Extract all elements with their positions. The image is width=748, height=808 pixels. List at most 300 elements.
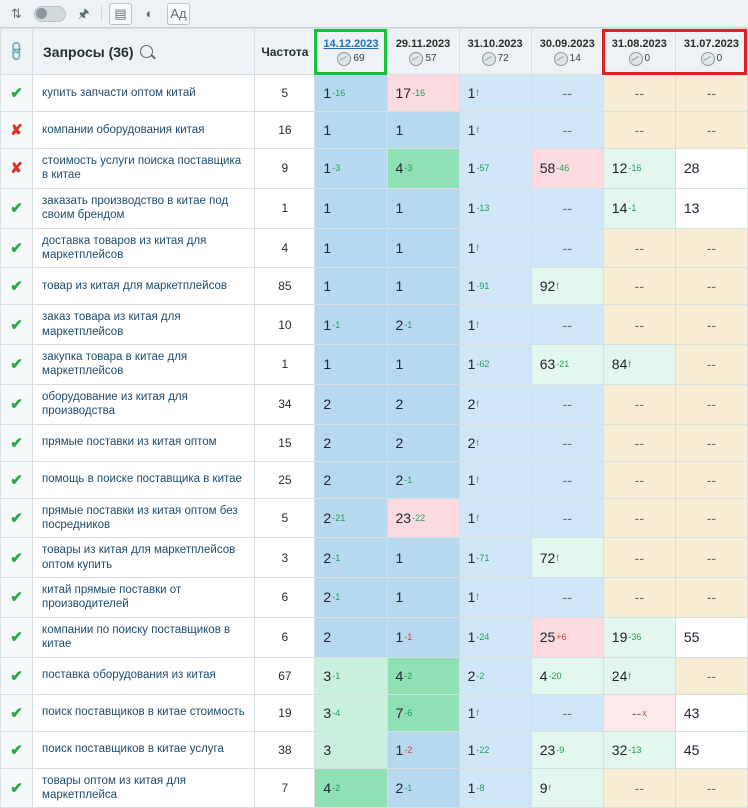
position-value-box [460, 618, 531, 657]
position-cell[interactable] [387, 345, 459, 385]
check-icon: ✔ [10, 316, 23, 334]
position-cell[interactable] [675, 112, 747, 149]
header-date-5[interactable] [675, 29, 747, 75]
row-status-cell[interactable] [1, 149, 33, 189]
position-cell[interactable] [387, 731, 459, 768]
position-value: -- [706, 471, 717, 488]
contrast-icon[interactable]: ◐ [145, 6, 154, 21]
position-cell[interactable] [315, 149, 387, 189]
position-value-box [604, 695, 675, 731]
query-cell[interactable]: заказать производство в китае под своим брендом [33, 188, 255, 228]
position-delta: -2 [404, 744, 413, 755]
position-value-box [315, 305, 386, 344]
position-value-box [388, 732, 459, 768]
position-value: 1 [467, 589, 476, 606]
position-cell[interactable] [387, 149, 459, 189]
check-icon: ✔ [10, 589, 23, 607]
position-cell[interactable] [675, 657, 747, 694]
row-status-cell[interactable] [1, 305, 33, 345]
position-delta: f [556, 281, 559, 292]
position-cell[interactable] [459, 268, 531, 305]
position-value-box [604, 462, 675, 498]
position-cell[interactable] [315, 305, 387, 345]
date-label[interactable]: 29.11.2023 [395, 37, 451, 50]
position-cell[interactable] [459, 188, 531, 228]
position-value: 2 [467, 434, 476, 451]
position-cell[interactable] [315, 228, 387, 268]
position-cell[interactable] [315, 578, 387, 618]
frequency-cell: 38 [255, 731, 315, 768]
query-cell[interactable]: товары оптом из китая для маркетплейса [33, 768, 255, 808]
position-cell[interactable] [531, 345, 603, 385]
table-row[interactable] [1, 149, 748, 189]
position-cell[interactable] [675, 384, 747, 424]
table-header-row [1, 29, 748, 75]
position-cell[interactable] [459, 461, 531, 498]
table-row[interactable] [1, 461, 748, 498]
position-delta: -1 [404, 632, 413, 643]
position-cell[interactable] [531, 731, 603, 768]
date-label[interactable]: 14.12.2023 [323, 37, 379, 50]
query-cell[interactable]: доставка товаров из китая для маркетплейсов [33, 228, 255, 268]
position-cell[interactable] [603, 424, 675, 461]
query-cell[interactable]: оборудование из китая для производства [33, 384, 255, 424]
position-cell[interactable] [603, 75, 675, 112]
position-delta: f [476, 399, 479, 410]
query-cell[interactable]: поиск поставщиков в китае стоимость [33, 694, 255, 731]
position-value: 2 [395, 471, 404, 488]
position-cell[interactable] [531, 768, 603, 808]
row-status-cell[interactable] [1, 424, 33, 461]
position-cell[interactable] [675, 75, 747, 112]
row-status-cell[interactable] [1, 345, 33, 385]
position-cell[interactable] [459, 424, 531, 461]
position-cell[interactable] [459, 731, 531, 768]
position-cell[interactable] [675, 188, 747, 228]
search-icon[interactable] [140, 45, 153, 58]
position-cell[interactable] [603, 384, 675, 424]
position-cell[interactable] [531, 305, 603, 345]
position-cell[interactable] [459, 149, 531, 189]
position-value: 43 [683, 704, 700, 721]
position-delta: -2 [476, 670, 485, 681]
position-delta: -3 [404, 163, 413, 174]
position-cell[interactable] [603, 768, 675, 808]
query-cell[interactable]: китай прямые поставки от производителей [33, 578, 255, 618]
position-value-box [532, 112, 603, 148]
position-value-box [676, 695, 747, 731]
link-icon[interactable]: 🖈 [77, 6, 90, 21]
position-value-box [532, 229, 603, 268]
position-cell[interactable] [675, 731, 747, 768]
position-delta: -13 [476, 203, 490, 214]
position-value-box [460, 112, 531, 148]
header-queries[interactable] [33, 29, 255, 75]
row-status-cell[interactable] [1, 731, 33, 768]
date-label[interactable]: 31.07.2023 [683, 37, 739, 50]
position-value: -- [634, 434, 644, 451]
position-value: 4 [395, 160, 404, 177]
position-cell[interactable] [603, 617, 675, 657]
position-cell[interactable] [531, 461, 603, 498]
frequency-cell: 1 [255, 345, 315, 385]
position-cell[interactable] [603, 268, 675, 305]
position-cell[interactable] [387, 768, 459, 808]
row-status-cell[interactable] [1, 268, 33, 305]
header-date-3[interactable] [531, 29, 603, 75]
position-value: 1 [467, 779, 476, 796]
position-cell[interactable] [387, 498, 459, 538]
position-cell[interactable] [315, 657, 387, 694]
query-cell[interactable]: поставка оборудования из китая [33, 657, 255, 694]
position-cell[interactable] [387, 424, 459, 461]
position-cell[interactable] [315, 617, 387, 657]
date-label[interactable]: 31.10.2023 [467, 37, 523, 50]
row-status-cell[interactable] [1, 228, 33, 268]
position-cell[interactable] [387, 461, 459, 498]
position-cell[interactable] [675, 228, 747, 268]
position-value-box [315, 75, 386, 111]
cross-icon: ✘ [10, 160, 23, 178]
frequency-cell: 34 [255, 384, 315, 424]
position-value: -- [562, 704, 572, 721]
position-value-box [315, 658, 386, 694]
position-value: 1 [467, 356, 476, 373]
position-value: -- [706, 316, 717, 333]
position-cell[interactable] [387, 75, 459, 112]
header-frequency[interactable] [255, 29, 315, 75]
frequency-cell: 67 [255, 657, 315, 694]
position-cell[interactable] [531, 578, 603, 618]
position-cell[interactable] [315, 75, 387, 112]
position-cell[interactable] [675, 538, 747, 578]
position-value-box [388, 769, 459, 808]
position-value: 45 [683, 741, 700, 758]
table-row[interactable] [1, 538, 748, 578]
font-icon[interactable]: Aд [167, 3, 190, 25]
position-cell[interactable] [315, 768, 387, 808]
position-cell[interactable] [675, 498, 747, 538]
position-cell[interactable] [531, 498, 603, 538]
position-value-box [604, 618, 675, 657]
position-cell[interactable] [531, 149, 603, 189]
header-date-4[interactable] [603, 29, 675, 75]
position-value: 1 [467, 704, 476, 721]
table-row[interactable] [1, 617, 748, 657]
position-cell[interactable] [603, 731, 675, 768]
position-delta: -1 [628, 203, 637, 214]
row-status-cell[interactable] [1, 498, 33, 538]
position-value: 1 [395, 200, 404, 217]
position-delta: x [642, 707, 647, 718]
position-cell[interactable] [603, 657, 675, 694]
position-cell[interactable] [531, 75, 603, 112]
position-cell[interactable] [675, 694, 747, 731]
position-cell[interactable] [387, 538, 459, 578]
position-delta: -1 [332, 552, 341, 563]
position-value-box [676, 305, 747, 344]
position-value-box [460, 695, 531, 731]
position-delta: -20 [548, 670, 562, 681]
sort-icon[interactable]: ⇅ [11, 6, 22, 21]
position-value: 1 [323, 200, 332, 217]
position-cell[interactable] [531, 112, 603, 149]
position-value: 84 [611, 356, 628, 373]
position-cell[interactable] [603, 345, 675, 385]
query-cell[interactable]: компании по поиску поставщиков в китае [33, 617, 255, 657]
position-cell[interactable] [387, 268, 459, 305]
position-cell[interactable] [603, 112, 675, 149]
position-value: 2 [395, 434, 404, 451]
position-cell[interactable] [315, 694, 387, 731]
position-cell[interactable] [459, 384, 531, 424]
position-cell[interactable] [315, 268, 387, 305]
position-delta: f [476, 512, 479, 523]
row-status-cell[interactable] [1, 617, 33, 657]
table-row[interactable] [1, 694, 748, 731]
position-cell[interactable] [459, 498, 531, 538]
position-value: -- [634, 239, 644, 256]
position-delta: -22 [412, 512, 426, 523]
row-status-cell[interactable] [1, 112, 33, 149]
position-cell[interactable] [459, 345, 531, 385]
position-cell[interactable] [675, 461, 747, 498]
position-cell[interactable] [531, 188, 603, 228]
position-value: 1 [323, 85, 332, 101]
position-cell[interactable] [315, 188, 387, 228]
position-value: 1 [467, 200, 476, 217]
position-cell[interactable] [315, 461, 387, 498]
position-value-box [676, 538, 747, 577]
position-value: 55 [683, 629, 700, 646]
position-value-box [460, 345, 531, 384]
query-cell[interactable]: товар из китая для маркетплейсов [33, 268, 255, 305]
position-cell[interactable] [387, 188, 459, 228]
position-cell[interactable] [315, 345, 387, 385]
position-cell[interactable] [531, 228, 603, 268]
position-value: -- [562, 122, 572, 138]
row-status-cell[interactable] [1, 578, 33, 618]
position-delta: -1 [332, 592, 341, 603]
table-row[interactable] [1, 731, 748, 768]
position-cell[interactable] [531, 268, 603, 305]
position-cell[interactable] [675, 345, 747, 385]
position-value: -- [706, 85, 717, 101]
position-cell[interactable] [315, 498, 387, 538]
position-value: 1 [467, 85, 476, 101]
position-cell[interactable] [603, 228, 675, 268]
position-value: -- [634, 471, 644, 488]
table-row[interactable] [1, 188, 748, 228]
position-value: 1 [395, 122, 404, 138]
check-icon: ✔ [10, 200, 23, 218]
position-cell[interactable] [603, 461, 675, 498]
position-value-box [532, 189, 603, 228]
position-cell[interactable] [675, 305, 747, 345]
table-row[interactable] [1, 268, 748, 305]
position-cell[interactable] [387, 384, 459, 424]
position-cell[interactable] [603, 149, 675, 189]
position-value: 1 [467, 239, 476, 256]
position-delta: f [628, 670, 631, 681]
position-value: 7 [395, 704, 404, 721]
position-cell[interactable] [603, 498, 675, 538]
position-value-box [460, 499, 531, 538]
position-cell[interactable] [459, 75, 531, 112]
position-value: 1 [467, 316, 476, 333]
position-delta: -16 [332, 88, 346, 98]
frequency-cell: 1 [255, 188, 315, 228]
position-cell[interactable] [315, 538, 387, 578]
position-cell[interactable] [531, 384, 603, 424]
position-value-box [676, 229, 747, 268]
position-cell[interactable] [459, 112, 531, 149]
query-cell[interactable]: купить запчасти оптом китай [33, 75, 255, 112]
position-value-box [676, 618, 747, 657]
table-row[interactable] [1, 228, 748, 268]
position-cell[interactable] [603, 538, 675, 578]
check-icon: ✔ [10, 509, 23, 527]
position-cell[interactable] [603, 694, 675, 731]
position-cell[interactable] [459, 694, 531, 731]
position-cell[interactable] [387, 617, 459, 657]
position-value-box [315, 425, 386, 461]
toolbar [0, 0, 748, 28]
position-cell[interactable] [675, 578, 747, 618]
position-value: 2 [323, 396, 332, 413]
position-cell[interactable] [531, 657, 603, 694]
position-cell[interactable] [459, 768, 531, 808]
position-cell[interactable] [603, 305, 675, 345]
position-value-box [532, 75, 603, 111]
position-cell[interactable] [459, 305, 531, 345]
table-row[interactable] [1, 75, 748, 112]
table-row[interactable] [1, 424, 748, 461]
table-row[interactable] [1, 498, 748, 538]
position-value-box [676, 462, 747, 498]
row-status-cell[interactable] [1, 657, 33, 694]
position-cell[interactable] [459, 228, 531, 268]
table-row[interactable] [1, 768, 748, 808]
position-delta: -6 [404, 707, 413, 718]
position-value: 4 [395, 667, 404, 684]
table-row[interactable] [1, 112, 748, 149]
link-icon: 🔗 [4, 39, 28, 63]
table-row[interactable] [1, 384, 748, 424]
position-cell[interactable] [315, 424, 387, 461]
coin-icon [629, 52, 643, 66]
position-cell[interactable] [675, 768, 747, 808]
position-value-box [315, 578, 386, 617]
position-value-box [388, 618, 459, 657]
position-cell[interactable] [459, 617, 531, 657]
position-delta: f [476, 319, 479, 330]
query-cell[interactable]: закупка товара в китае для маркетплейсов [33, 345, 255, 385]
header-link-column[interactable] [1, 29, 33, 75]
query-cell[interactable]: заказ товара из китая для маркетплейсов [33, 305, 255, 345]
row-status-cell[interactable] [1, 384, 33, 424]
position-cell[interactable] [387, 694, 459, 731]
position-value-box [604, 305, 675, 344]
table-row[interactable] [1, 305, 748, 345]
position-value-box [676, 658, 747, 694]
query-cell[interactable]: компании оборудования китая [33, 112, 255, 149]
position-cell[interactable] [459, 657, 531, 694]
date-label[interactable]: 30.09.2023 [539, 37, 595, 50]
query-cell[interactable]: прямые поставки из китая оптом [33, 424, 255, 461]
position-cell[interactable] [387, 228, 459, 268]
position-cell[interactable] [675, 617, 747, 657]
position-cell[interactable] [531, 538, 603, 578]
coin-icon [554, 52, 568, 66]
position-value-box [532, 658, 603, 694]
row-status-cell[interactable] [1, 188, 33, 228]
row-status-cell[interactable] [1, 538, 33, 578]
date-label[interactable]: 31.08.2023 [611, 37, 667, 50]
position-value-box [676, 75, 747, 111]
position-delta: f [476, 437, 479, 448]
position-cell[interactable] [459, 538, 531, 578]
position-cell[interactable] [459, 578, 531, 618]
position-cell[interactable] [603, 578, 675, 618]
position-value: 3 [323, 667, 332, 684]
position-cell[interactable] [387, 578, 459, 618]
header-date-1[interactable] [387, 29, 459, 75]
position-cell[interactable] [315, 112, 387, 149]
table-row[interactable] [1, 578, 748, 618]
toggle-switch[interactable] [34, 6, 66, 22]
position-cell[interactable] [315, 731, 387, 768]
query-cell[interactable]: товары из китая для маркетплейсов оптом купить [33, 538, 255, 578]
position-value: -- [634, 396, 644, 413]
query-cell[interactable]: помощь в поиске поставщика в китае [33, 461, 255, 498]
position-cell[interactable] [387, 305, 459, 345]
query-cell[interactable]: прямые поставки из китая оптом без посредников [33, 498, 255, 538]
position-cell[interactable] [531, 694, 603, 731]
query-cell[interactable]: стоимость услуги поиска поставщика в китае [33, 149, 255, 189]
position-cell[interactable] [675, 424, 747, 461]
position-delta: -3 [332, 163, 341, 174]
coin-icon [701, 52, 715, 66]
row-status-cell[interactable] [1, 461, 33, 498]
header-date-2[interactable] [459, 29, 531, 75]
position-cell[interactable] [603, 188, 675, 228]
position-cell[interactable] [387, 657, 459, 694]
position-cell[interactable] [315, 384, 387, 424]
frequency-cell: 7 [255, 768, 315, 808]
save-icon[interactable]: ▤ [109, 3, 132, 25]
table-row[interactable] [1, 345, 748, 385]
position-delta: -1 [332, 670, 341, 681]
position-value: -- [634, 316, 644, 333]
position-value-box [388, 149, 459, 188]
header-date-0[interactable] [315, 29, 387, 75]
row-status-cell[interactable] [1, 75, 33, 112]
position-cell[interactable] [675, 149, 747, 189]
query-cell[interactable]: поиск поставщиков в китае услуга [33, 731, 255, 768]
row-status-cell[interactable] [1, 768, 33, 808]
position-value: 1 [323, 316, 332, 333]
toolbar-divider [101, 6, 102, 22]
row-status-cell[interactable] [1, 694, 33, 731]
position-cell[interactable] [387, 112, 459, 149]
position-value-box [532, 385, 603, 424]
table-row[interactable] [1, 657, 748, 694]
position-cell[interactable] [531, 617, 603, 657]
position-cell[interactable] [675, 268, 747, 305]
position-value: 1 [467, 471, 476, 488]
position-cell[interactable] [531, 424, 603, 461]
